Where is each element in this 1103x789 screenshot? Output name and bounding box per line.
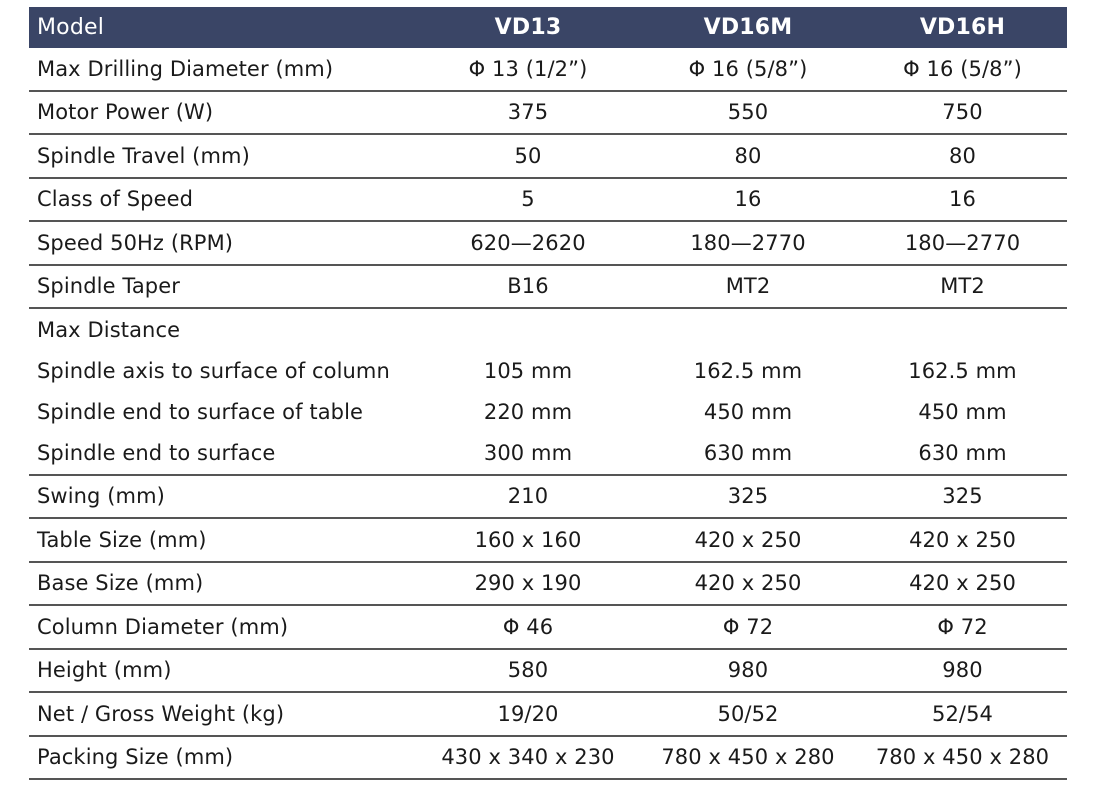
table-row xyxy=(29,48,1067,91)
row-value-vd16h: 52/54 xyxy=(858,692,1067,736)
header-model-vd13: VD13 xyxy=(418,7,638,48)
row-value-vd16m: 550 xyxy=(638,91,858,135)
row-value-vd16h: 780 x 450 x 280 xyxy=(858,736,1067,780)
row-value-vd13: 290 x 190 xyxy=(418,562,638,606)
row-value-vd13: 210 xyxy=(418,475,638,519)
row-value-vd16m: 980 xyxy=(638,649,858,693)
row-value-vd13: 580 xyxy=(418,649,638,693)
row-value-vd13: 5 xyxy=(418,178,638,222)
row-value-vd16m: 420 x 250 xyxy=(638,518,858,562)
row-value-vd16m: 450 mm xyxy=(703,399,793,424)
row-value-vd13: 220 mm xyxy=(483,399,573,424)
table-row xyxy=(29,134,1067,178)
row-label: Spindle Travel (mm) xyxy=(29,134,418,178)
row-value-vd16h: 750 xyxy=(858,91,1067,135)
row-value-vd13: Φ 46 xyxy=(418,605,638,649)
row-value-vd16h: 16 xyxy=(858,178,1067,222)
row-label: Height (mm) xyxy=(29,649,418,693)
row-value-vd16m: 180—2770 xyxy=(638,221,858,265)
row-label: Spindle axis to surface of column xyxy=(37,358,390,383)
table-row xyxy=(29,736,1067,780)
row-label: Net / Gross Weight (kg) xyxy=(29,692,418,736)
row-label: Table Size (mm) xyxy=(29,518,418,562)
row-value-vd16h: 162.5 mm xyxy=(908,358,1017,383)
row-value-vd13 xyxy=(418,308,638,350)
row-value-vd13: 300 mm xyxy=(418,432,638,475)
table-row xyxy=(29,605,1067,649)
row-value-vd16m: 780 x 450 x 280 xyxy=(638,736,858,780)
table-row xyxy=(29,518,1067,562)
row-value-vd16h: Φ 16 (5/8”) xyxy=(858,48,1067,91)
row-value-vd16m: MT2 xyxy=(638,265,858,309)
row-label: Swing (mm) xyxy=(29,475,418,519)
header-model-vd16m: VD16M xyxy=(638,7,858,48)
row-label: Base Size (mm) xyxy=(29,562,418,606)
row-value-vd16h: 420 x 250 xyxy=(858,518,1067,562)
table-row xyxy=(29,692,1067,736)
row-value-vd13: 19/20 xyxy=(418,692,638,736)
row-value-vd16h xyxy=(858,308,1067,350)
spec-table xyxy=(29,7,1067,780)
row-value-vd16h: 180—2770 xyxy=(858,221,1067,265)
row-value-vd13: 160 x 160 xyxy=(418,518,638,562)
table-row xyxy=(29,391,1067,432)
row-value-vd16h: 450 mm xyxy=(918,399,1007,424)
spec-body xyxy=(29,48,1067,779)
row-value-vd16h: 980 xyxy=(858,649,1067,693)
header-row xyxy=(29,7,1067,48)
row-value-vd13: 50 xyxy=(418,134,638,178)
row-value-vd13: 105 mm xyxy=(483,358,573,383)
row-value-vd16m: 16 xyxy=(638,178,858,222)
table-row xyxy=(29,178,1067,222)
row-value-vd13: B16 xyxy=(418,265,638,309)
row-value-vd16m: 50/52 xyxy=(638,692,858,736)
row-label: Max Distance xyxy=(37,317,181,342)
row-label: Class of Speed xyxy=(29,178,418,222)
row-value-vd13: 620—2620 xyxy=(418,221,638,265)
row-label: Column Diameter (mm) xyxy=(29,605,418,649)
table-row xyxy=(29,350,1067,391)
row-value-vd13: 375 xyxy=(418,91,638,135)
row-value-vd16m: 630 mm xyxy=(638,432,858,475)
row-value-vd16m: Φ 16 (5/8”) xyxy=(638,48,858,91)
row-value-vd16m xyxy=(638,308,858,350)
table-row xyxy=(29,649,1067,693)
row-label: Spindle end to surface xyxy=(29,432,418,475)
row-value-vd16m: 420 x 250 xyxy=(638,562,858,606)
row-value-vd16h: 325 xyxy=(858,475,1067,519)
row-label: Spindle Taper xyxy=(29,265,418,309)
row-value-vd16h: 630 mm xyxy=(858,432,1067,475)
row-label: Speed 50Hz (RPM) xyxy=(29,221,418,265)
row-value-vd16m: Φ 72 xyxy=(638,605,858,649)
row-value-vd16h: 420 x 250 xyxy=(858,562,1067,606)
table-row xyxy=(29,91,1067,135)
row-label: Packing Size (mm) xyxy=(29,736,418,780)
table-row xyxy=(29,265,1067,309)
header-model-vd16h: VD16H xyxy=(858,7,1067,48)
header-model-label: Model xyxy=(29,7,418,48)
row-value-vd16m: 325 xyxy=(638,475,858,519)
row-label: Spindle end to surface of table xyxy=(37,399,364,424)
table-row xyxy=(29,432,1067,475)
row-value-vd13: 430 x 340 x 230 xyxy=(418,736,638,780)
table-row xyxy=(29,221,1067,265)
table-row xyxy=(29,562,1067,606)
table-row xyxy=(29,308,1067,350)
row-value-vd13: Φ 13 (1/2”) xyxy=(418,48,638,91)
row-value-vd16h: Φ 72 xyxy=(858,605,1067,649)
row-label: Max Drilling Diameter (mm) xyxy=(29,48,418,91)
row-value-vd16m: 80 xyxy=(638,134,858,178)
table-row xyxy=(29,475,1067,519)
row-value-vd16h: 80 xyxy=(858,134,1067,178)
row-label: Motor Power (W) xyxy=(29,91,418,135)
row-value-vd16m: 162.5 mm xyxy=(693,358,803,383)
row-value-vd16h: MT2 xyxy=(858,265,1067,309)
